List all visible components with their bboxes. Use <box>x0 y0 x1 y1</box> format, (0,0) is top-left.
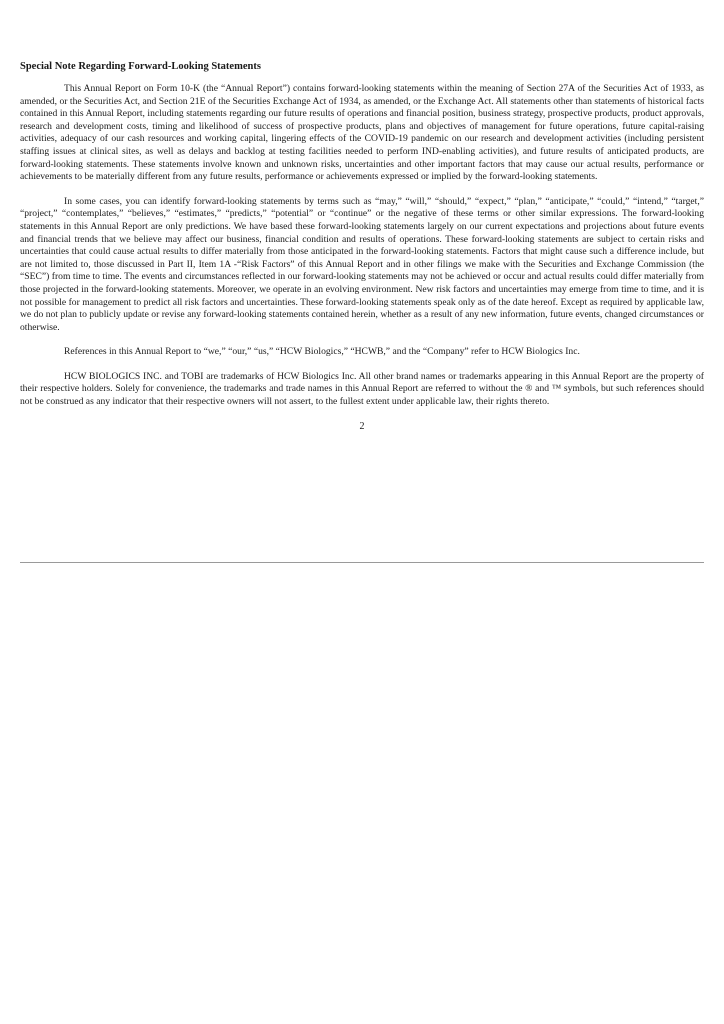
page-divider <box>20 562 704 563</box>
section-heading: Special Note Regarding Forward-Looking Statements <box>20 61 261 72</box>
paragraph-identifying-terms: In some cases, you can identify forward-looking statements by terms such as “may,” “will,” “should,” “expect,” “plan,” “anticipate,” “could,” “intend,” “target,” “project,” “contemplates,” “believes,” “estimates,” “predicts,” “potential” or “continue” or the negative of these terms or other similar expressions. The forward-looking statements in this Annual Report are only predictions. We have based these forward-looking statements largely on our current expectations and projections about future events and financial trends that we believe may affect our business, financial condition and results of operations. These forward-looking statements are subject to certain risks and uncertainties that could cause actual results to differ materially from those anticipated in the forward-looking statements. Factors that might cause such a difference include, but are not limited to, those discussed in Part II, Item 1A -“Risk Factors” of this Annual Report and in other filings we make with the Securities and Exchange Commission (the “SEC”) from time to time. The events and circumstances reflected in our forward-looking statements may not be achieved or occur and actual results could differ materially from those projected in the forward-looking statements. Moreover, we operate in an evolving environment. New risk factors and uncertainties may emerge from time to time, and it is not possible for management to predict all risk factors and uncertainties. These forward-looking statements speak only as of the date hereof. Except as required by applicable law, we do not plan to publicly update or revise any forward-looking statements contained herein, whether as a result of any new information, future events, changed circumstances or otherwise. <box>20 195 704 333</box>
paragraph-references: References in this Annual Report to “we,” “our,” “us,” “HCW Biologics,” “HCWB,” and the “Company” refer to HCW Biologics Inc. <box>64 346 580 358</box>
paragraph-forward-looking-intro: This Annual Report on Form 10-K (the “Annual Report”) contains forward-looking statements within the meaning of Section 27A of the Securities Act of 1933, as amended, or the Securities Act, and Section 21E of the Securities Exchange Act of 1934, as amended, or the Exchange Act. All statements other than statements of historical facts contained in this Annual Report, including statements regarding our future results of operations and financial position, business strategy, prospective products, product approvals, research and development costs, timing and likelihood of success of prospective products, plans and objectives of management for future operations, future capital-raising activities, adequacy of our cash resources and working capital, lingering effects of the COVID-19 pandemic on our research and development activities (including persistent staffing issues at clinical sites, as well as delays and backlog at testing facilities needed to perform IND-enabling activities), and future results of anticipated products, are forward-looking statements. These statements involve known and unknown risks, uncertainties and other important factors that may cause our actual results, performance or achievements to be materially different from any future results, performance or achievements expressed or implied by the forward-looking statements. <box>20 83 704 183</box>
document-page <box>20 60 704 433</box>
page-number: 2 <box>359 420 365 432</box>
paragraph-trademarks: HCW BIOLOGICS INC. and TOBI are trademarks of HCW Biologics Inc. All other brand names or trademarks appearing in this Annual Report are the property of their respective holders. Solely for convenience, the trademarks and trade names in this Annual Report are referred to without the ® and ™ symbols, but such references should not be construed as any indicator that their respective owners will not assert, to the fullest extent under applicable law, their rights thereto. <box>20 370 704 408</box>
